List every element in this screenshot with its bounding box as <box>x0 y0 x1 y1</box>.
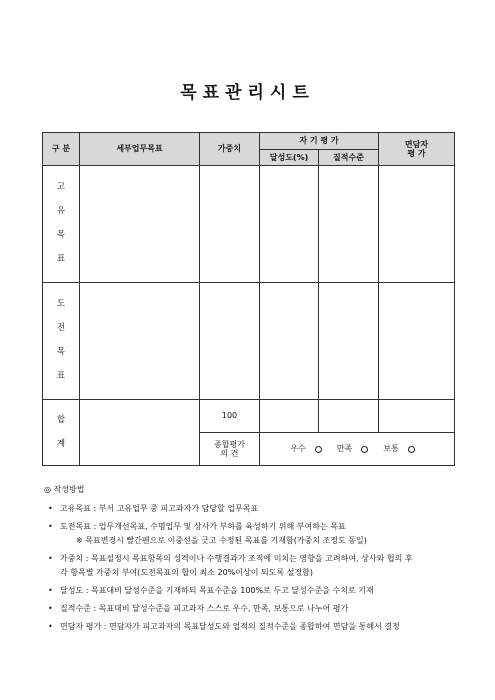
option-average-radio[interactable] <box>408 446 415 453</box>
label-char: 표 <box>56 371 66 382</box>
option-satisfied-radio[interactable] <box>361 446 368 453</box>
total-weight-value: 100 <box>200 400 260 433</box>
total-quality-cell[interactable] <box>319 400 379 433</box>
label-char: 표 <box>56 254 66 265</box>
goal-management-table <box>42 132 455 466</box>
header-quality: 질적수준 <box>319 150 379 166</box>
label-char: 합 <box>56 414 66 425</box>
inherent-goal-cell[interactable] <box>80 166 200 283</box>
option-excellent-radio[interactable] <box>315 446 322 453</box>
header-interviewer-eval <box>379 133 455 166</box>
overall-opinion-label <box>200 433 260 466</box>
inherent-quality-cell[interactable] <box>319 166 379 283</box>
guide-item-text: 도전목표 : 업무개선목표, 수명업무 및 상사가 부하를 육성하기 위해 부여하는 목표 <box>60 522 346 531</box>
row-challenge-goal <box>43 283 455 400</box>
label-char: 목 <box>56 347 66 358</box>
header-detail-goal: 세부업무목표 <box>80 133 200 166</box>
overall-opinion-line2: 의 견 <box>220 449 239 458</box>
row-inherent-goal <box>43 166 455 283</box>
bullet-icon: • <box>48 504 53 513</box>
guide-item-sub: ※ 목표변경시 빨간펜으로 이중선을 긋고 수정된 목표를 기재함(가중치 조정도 동일) <box>76 536 367 545</box>
overall-opinion-options <box>260 433 455 466</box>
bullet-icon: • <box>48 604 53 613</box>
challenge-interviewer-cell[interactable] <box>379 283 455 400</box>
inherent-achievement-cell[interactable] <box>260 166 319 283</box>
guide-item-quality <box>44 605 464 613</box>
header-achievement: 달성도(%) <box>260 150 319 166</box>
total-achievement-cell[interactable] <box>260 400 319 433</box>
page-title: 목표관리시트 <box>180 83 315 103</box>
label-inherent-goal <box>43 166 80 283</box>
header-category: 구 분 <box>43 133 80 166</box>
guide-item-weight <box>44 555 464 577</box>
guide-item-challenge <box>44 523 464 545</box>
option-average-label: 보통 <box>383 444 399 454</box>
writing-guide <box>44 486 464 641</box>
bullet-icon: • <box>48 622 53 631</box>
label-char: 목 <box>56 230 66 241</box>
total-interviewer-cell[interactable] <box>379 400 455 433</box>
label-total <box>43 400 80 466</box>
guide-item-text: 가중치 : 목표설정시 목표항목의 성격이나 수행결과가 조직에 미치는 영향을 고려하여, 상사와 협의 후 <box>60 554 413 563</box>
inherent-interviewer-cell[interactable] <box>379 166 455 283</box>
challenge-quality-cell[interactable] <box>319 283 379 400</box>
guide-item-inherent <box>44 505 464 513</box>
header-weight: 가중치 <box>200 133 260 166</box>
label-char: 유 <box>56 206 66 217</box>
overall-opinion-line1: 종합평가 <box>214 439 245 449</box>
guide-item-text: 달성도 : 목표대비 달성수준을 기재하되 목표수준을 100%로 두고 달성수준을 수치로 기재 <box>60 586 374 595</box>
inherent-weight-cell[interactable] <box>200 166 260 283</box>
guide-item-achievement <box>44 587 464 595</box>
header-interviewer-line1: 면담자 <box>404 139 429 149</box>
guide-item-text: 고유목표 : 부서 고유업무 중 피고과자가 담당할 업무목표 <box>60 504 259 513</box>
guide-item-sub: 각 항목별 가중치 부여(도전목표의 합이 최소 20%이상이 되도록 설정함) <box>60 568 314 577</box>
row-total <box>43 400 455 433</box>
guide-item-interviewer <box>44 623 464 631</box>
challenge-weight-cell[interactable] <box>200 283 260 400</box>
option-excellent-label: 우수 <box>290 444 306 454</box>
guide-heading: ◎ 작성방법 <box>44 485 85 494</box>
guide-item-text: 질적수준 : 목표대비 달성수준을 피고과자 스스로 우수, 만족, 보통으로 나누어 평가 <box>60 604 349 613</box>
label-char: 도 <box>56 299 66 309</box>
bullet-icon: • <box>48 586 53 595</box>
bullet-icon: • <box>48 554 53 563</box>
total-goal-cell[interactable] <box>80 400 200 466</box>
header-interviewer-line2: 평 가 <box>407 149 426 158</box>
label-challenge-goal <box>43 283 80 400</box>
challenge-goal-cell[interactable] <box>80 283 200 400</box>
challenge-achievement-cell[interactable] <box>260 283 319 400</box>
label-char: 계 <box>56 438 66 449</box>
bullet-icon: • <box>48 522 53 531</box>
guide-item-text: 면담자 평가 : 면담자가 피고과자의 목표달성도와 업적의 질적수준을 종합하여 면담을 통해서 결정 <box>60 622 400 631</box>
label-char: 고 <box>56 182 66 192</box>
header-self-eval: 자 기 평 가 <box>260 133 379 150</box>
option-satisfied-label: 만족 <box>336 444 353 454</box>
label-char: 전 <box>56 323 66 334</box>
